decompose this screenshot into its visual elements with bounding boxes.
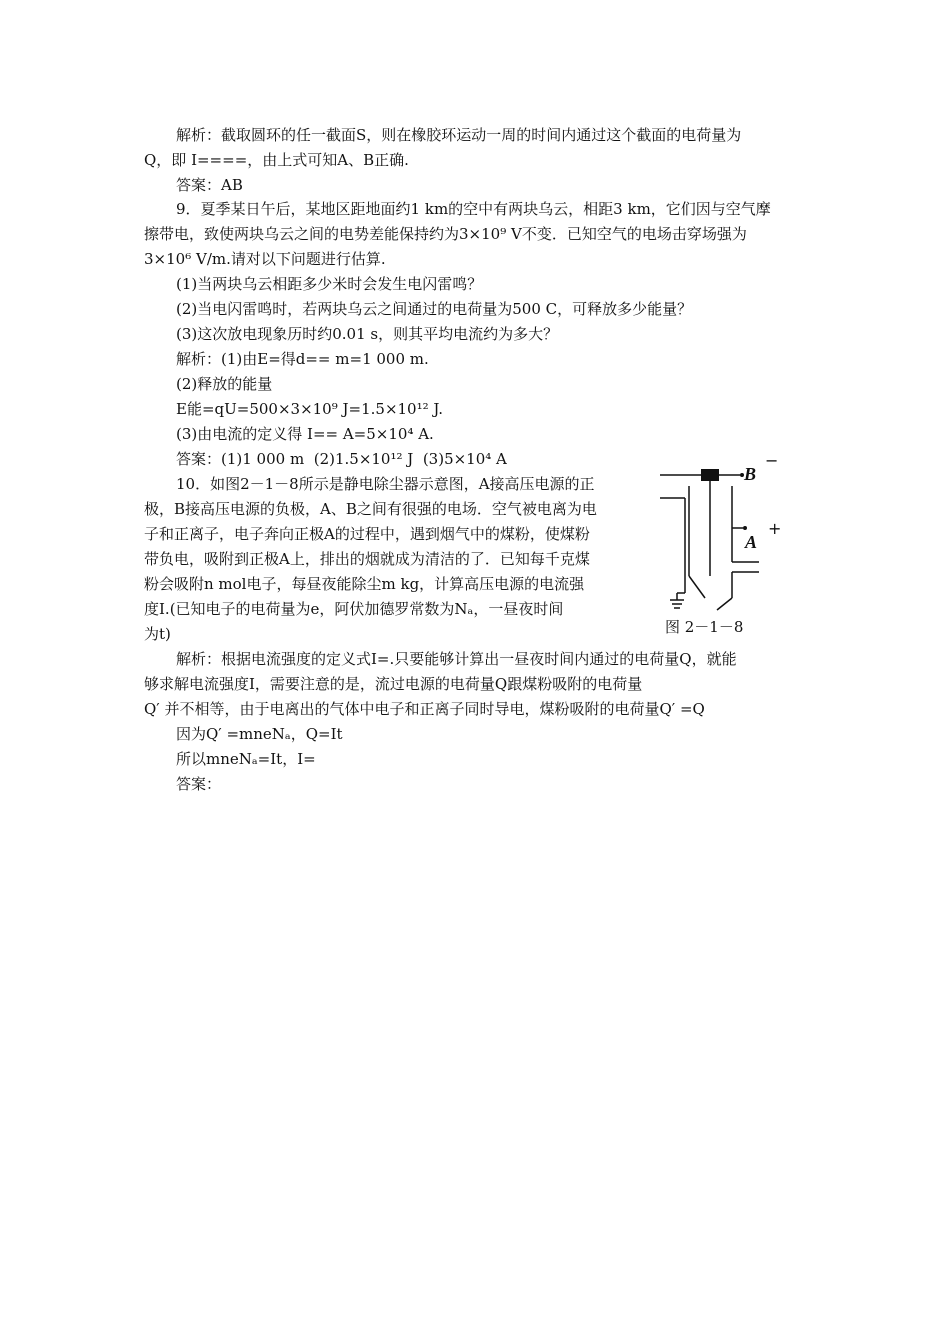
text-line: (2)释放的能量 bbox=[176, 375, 273, 393]
text-line: 答案：AB bbox=[176, 176, 243, 194]
text-line: 极，B接高压电源的负极，A、B之间有很强的电场．空气被电离为电 bbox=[144, 500, 597, 518]
text-line: Q，即 I====，由上式可知A、B正确. bbox=[144, 151, 409, 169]
text-line: 答案：(1)1 000 m (2)1.5×10¹² J (3)5×10⁴ A bbox=[176, 450, 507, 468]
electrode-block bbox=[701, 469, 719, 481]
text-line: (3)这次放电现象历时约0.01 s，则其平均电流约为多大？ bbox=[176, 325, 559, 343]
text-line: 为t) bbox=[144, 625, 171, 643]
text-line: E能=qU=500×3×10⁹ J=1.5×10¹² J. bbox=[176, 400, 444, 418]
ground-icon bbox=[670, 600, 684, 608]
text-line: 因为Q′ =mneNₐ，Q=It bbox=[176, 725, 343, 743]
text-line: (3)由电流的定义得 I== A=5×10⁴ A. bbox=[176, 425, 434, 443]
text-line: (1)当两块乌云相距多少米时会发生电闪雷鸣？ bbox=[176, 275, 483, 293]
text-line: 擦带电，致使两块乌云之间的电势差能保持约为3×10⁹ V不变．已知空气的电场击穿场强为 bbox=[144, 225, 747, 243]
precipitator-diagram bbox=[655, 448, 795, 618]
text-line: (2)当电闪雷鸣时，若两块乌云之间通过的电荷量为500 C，可释放多少能量？ bbox=[176, 300, 693, 318]
label-b: B bbox=[744, 464, 757, 484]
text-line: 解析：根据电流强度的定义式I=.只要能够计算出一昼夜时间内通过的电荷量Q，就能 bbox=[176, 650, 737, 668]
minus-sign: − bbox=[765, 451, 779, 470]
terminal-a-dot bbox=[743, 526, 747, 530]
figure-caption: 图 2－1－8 bbox=[665, 618, 744, 636]
text-line: 所以mneNₐ=It，I= bbox=[176, 750, 316, 768]
text-line: 子和正离子，电子奔向正极A的过程中，遇到烟气中的煤粉，使煤粉 bbox=[144, 525, 590, 543]
label-a: A bbox=[745, 532, 758, 552]
text-line: 10．如图2－1－8所示是静电除尘器示意图，A接高压电源的正 bbox=[176, 475, 595, 493]
text-line: 够求解电流强度I，需要注意的是，流过电源的电荷量Q跟煤粉吸附的电荷量 bbox=[144, 675, 643, 693]
text-line: 答案： bbox=[176, 775, 222, 793]
plus-sign: + bbox=[768, 519, 782, 538]
text-line: 9．夏季某日午后，某地区距地面约1 km的空中有两块乌云，相距3 km，它们因与空气摩 bbox=[176, 200, 771, 218]
text-line: 带负电，吸附到正极A上，排出的烟就成为清洁的了．已知每千克煤 bbox=[144, 550, 590, 568]
text-line: 解析：截取圆环的任一截面S，则在橡胶环运动一周的时间内通过这个截面的电荷量为 bbox=[176, 126, 742, 144]
text-line: 度I.(已知电子的电荷量为e，阿伏加德罗常数为Nₐ，一昼夜时间 bbox=[144, 600, 564, 618]
text-line: 粉会吸附n mol电子，每昼夜能除尘m kg，计算高压电源的电流强 bbox=[144, 575, 585, 593]
text-line: 解析：(1)由E=得d== m=1 000 m. bbox=[176, 350, 429, 368]
electrostatic-precipitator-figure bbox=[655, 448, 795, 648]
text-line: Q′ 并不相等，由于电离出的气体中电子和正离子同时导电，煤粉吸附的电荷量Q′ =Q bbox=[144, 700, 705, 718]
text-line: 3×10⁶ V/m.请对以下问题进行估算. bbox=[144, 250, 386, 268]
